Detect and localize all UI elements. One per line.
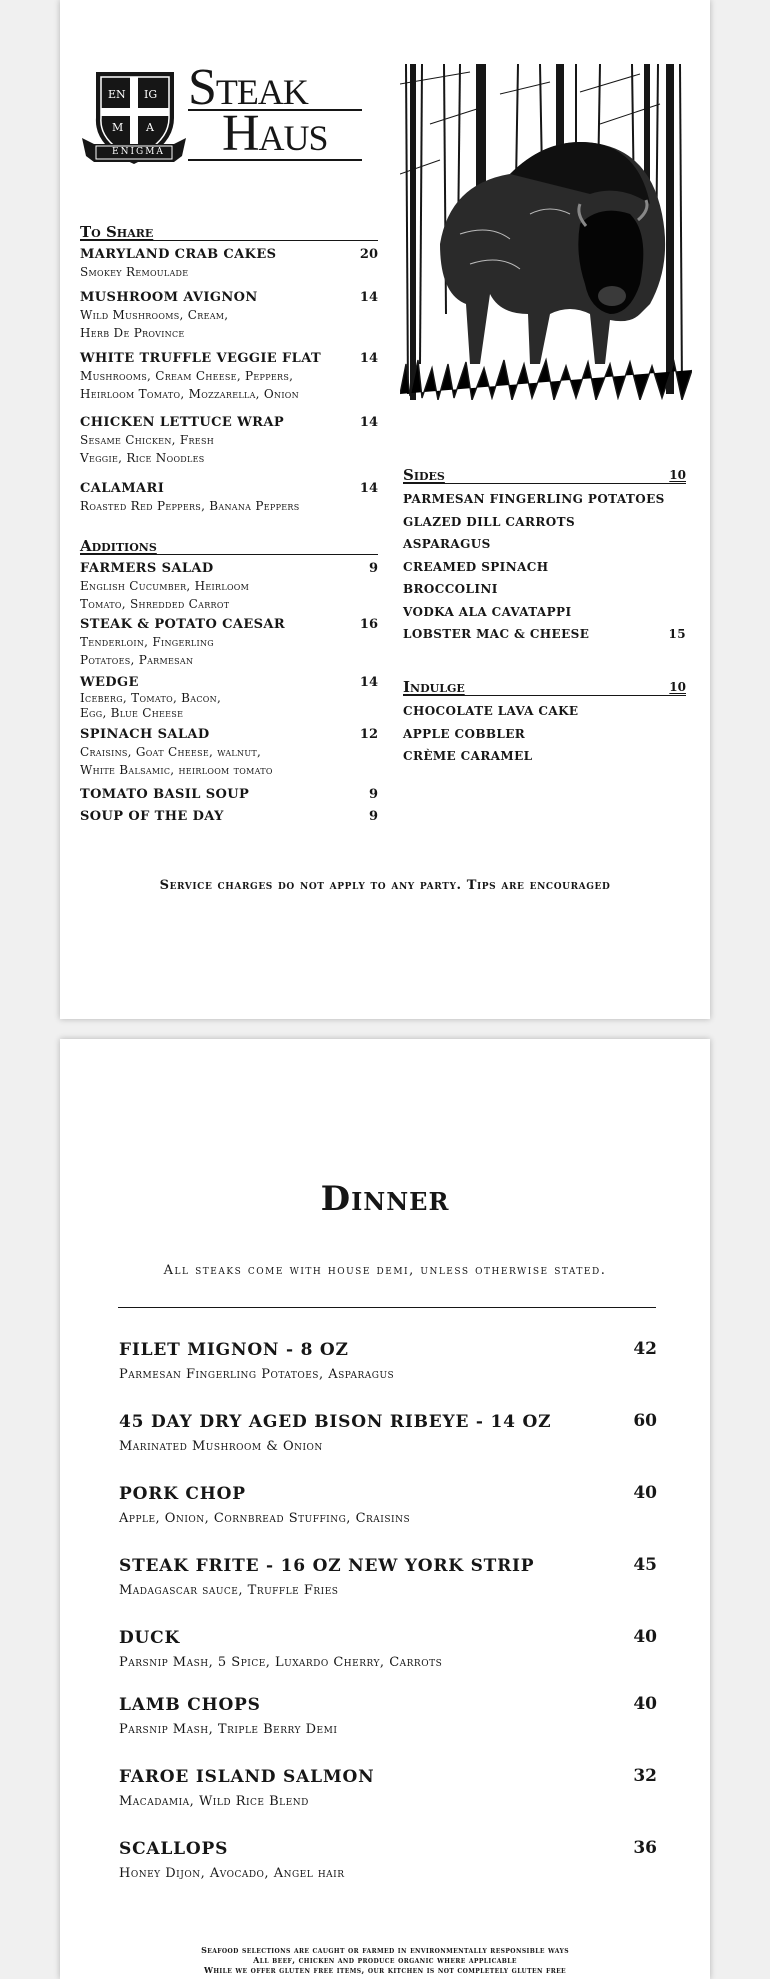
item-price: 60 <box>633 1411 657 1431</box>
item-price: 40 <box>633 1694 657 1714</box>
restaurant-name-word1: Steak <box>188 62 362 111</box>
item-price: 36 <box>633 1838 657 1858</box>
additions-section <box>80 537 378 825</box>
menu-item <box>80 415 378 467</box>
item-description: Heirloom Tomato, Mozzarella, Onion <box>80 387 299 401</box>
item-description: Tenderloin, Fingerling <box>80 635 214 649</box>
item-name: LAMB CHOPS <box>119 1695 261 1715</box>
item-name: SOUP OF THE DAY <box>80 809 224 824</box>
dinner-item <box>119 1838 657 1884</box>
footnote-line: While we offer gluten free items, our kitchen is not completely gluten free <box>203 1965 567 1975</box>
item-description: Mushrooms, Cream Cheese, Peppers, <box>80 369 294 383</box>
sides-price: 10 <box>669 468 686 482</box>
item-description: Herb De Province <box>80 326 185 340</box>
dinner-footnote <box>60 1945 710 1975</box>
item-name: DUCK <box>119 1628 181 1648</box>
side-item: VODKA ALA CAVATAPPI <box>403 604 572 619</box>
menu-item <box>80 290 378 342</box>
item-description: English Cucumber, Heirloom <box>80 579 250 593</box>
dinner-item <box>119 1766 657 1812</box>
item-description: Potatoes, Parmesan <box>80 653 194 667</box>
item-description: Craisins, Goat Cheese, walnut, <box>80 745 262 759</box>
item-name: FILET MIGNON - 8 OZ <box>119 1340 349 1360</box>
crest-letters-a: A <box>146 121 154 134</box>
item-description: Honey Dijon, Avocado, Angel hair <box>119 1866 345 1881</box>
dinner-subtitle: All steaks come with house demi, unless otherwise stated. <box>163 1263 607 1278</box>
item-name: MARYLAND CRAB CAKES <box>80 247 277 262</box>
item-description: Egg, Blue Cheese <box>80 706 184 720</box>
item-name: MUSHROOM AVIGNON <box>80 290 258 305</box>
dessert-item: CRÈME CARAMEL <box>403 749 533 763</box>
item-name: FARMERS SALAD <box>80 561 214 576</box>
item-price: 14 <box>359 481 378 496</box>
item-name: 45 DAY DRY AGED BISON RIBEYE - 14 OZ <box>119 1412 552 1432</box>
side-item: CREAMED SPINACH <box>403 559 549 574</box>
item-description: Sesame Chicken, Fresh <box>80 433 214 447</box>
restaurant-name <box>188 59 362 162</box>
menu-item <box>80 351 378 403</box>
item-description: Iceberg, Tomato, Bacon, <box>80 691 222 705</box>
item-price: 9 <box>368 787 378 802</box>
menu-item <box>80 787 378 803</box>
item-description: Macadamia, Wild Rice Blend <box>119 1794 309 1809</box>
item-price: 9 <box>368 561 378 576</box>
item-name: WHITE TRUFFLE VEGGIE FLAT <box>80 351 322 366</box>
item-price: 42 <box>633 1339 657 1359</box>
item-price: 14 <box>359 415 378 430</box>
crest-banner: ENIGMA <box>112 147 165 157</box>
crest-letters-en: EN <box>108 88 126 101</box>
dinner-item <box>119 1555 657 1601</box>
menu-item <box>80 617 378 669</box>
item-name: STEAK & POTATO CAESAR <box>80 617 286 632</box>
item-price: 16 <box>359 617 378 632</box>
to-share-section <box>80 223 378 515</box>
menu-page-starters <box>60 0 710 1019</box>
restaurant-name-word2: Haus <box>188 108 362 161</box>
indulge-title: Indulge 10 <box>403 678 686 696</box>
side-item: LOBSTER MAC & CHEESE 15 <box>403 623 686 646</box>
item-description: Madagascar sauce, Truffle Fries <box>119 1583 339 1598</box>
indulge-price: 10 <box>669 680 686 694</box>
item-description: Marinated Mushroom & Onion <box>119 1439 323 1454</box>
steak-haus-logo <box>82 59 362 172</box>
item-description: White Balsamic, heirloom tomato <box>80 763 273 777</box>
indulge-section <box>403 678 686 768</box>
footnote-line: Seafood selections are caught or farmed in environmentally responsible ways <box>201 1945 569 1955</box>
menu-item <box>80 809 378 825</box>
item-description: Wild Mushrooms, Cream, <box>80 308 229 322</box>
service-charge-notice: Service charges do not apply to any party. Tips are encouraged <box>159 878 611 893</box>
sides-section <box>403 466 686 646</box>
additions-title: Additions <box>80 537 378 555</box>
item-name: SPINACH SALAD <box>80 727 210 742</box>
item-price: 9 <box>368 809 378 824</box>
item-price: 14 <box>359 351 378 366</box>
item-description: Parsnip Mash, 5 Spice, Luxardo Cherry, Carrots <box>119 1655 443 1670</box>
menu-item <box>80 561 378 613</box>
enigma-crest-icon <box>82 66 186 170</box>
divider <box>118 1307 656 1308</box>
menu-page-dinner <box>60 1039 710 1979</box>
crest-letters-ig: IG <box>144 88 158 101</box>
item-price: 14 <box>359 290 378 305</box>
dinner-list <box>119 1339 657 1910</box>
item-description: Roasted Red Peppers, Banana Peppers <box>80 499 300 513</box>
menu-item <box>80 481 378 515</box>
item-price: 40 <box>633 1483 657 1503</box>
dinner-item <box>119 1483 657 1529</box>
side-item-price: 15 <box>668 627 686 641</box>
item-price: 45 <box>633 1555 657 1575</box>
dessert-item: CHOCOLATE LAVA CAKE <box>403 704 579 718</box>
menu-item <box>80 727 378 779</box>
bison-illustration <box>400 64 692 414</box>
side-item: BROCCOLINI <box>403 582 498 596</box>
dessert-item: APPLE COBBLER <box>403 726 526 741</box>
dinner-item <box>119 1339 657 1385</box>
side-item: ASPARAGUS <box>403 537 491 551</box>
dinner-item <box>119 1411 657 1457</box>
item-name: WEDGE <box>80 675 139 690</box>
item-price: 20 <box>359 247 378 262</box>
item-name: STEAK FRITE - 16 OZ NEW YORK STRIP <box>119 1556 535 1576</box>
item-description: Parmesan Fingerling Potatoes, Asparagus <box>119 1367 395 1382</box>
side-item: GLAZED DILL CARROTS <box>403 514 576 529</box>
item-price: 32 <box>633 1766 657 1786</box>
menu-item <box>80 247 378 281</box>
item-name: PORK CHOP <box>119 1484 246 1504</box>
item-description: Parsnip Mash, Triple Berry Demi <box>119 1722 338 1737</box>
to-share-title: To Share <box>80 223 378 241</box>
item-name: CALAMARI <box>80 481 165 496</box>
item-price: 40 <box>633 1627 657 1647</box>
dinner-title: Dinner <box>320 1179 450 1219</box>
side-item: PARMESAN FINGERLING POTATOES <box>403 492 665 506</box>
dinner-item <box>119 1627 657 1673</box>
item-description: Tomato, Shredded Carrot <box>80 597 230 611</box>
dinner-item <box>119 1694 657 1740</box>
item-name: TOMATO BASIL SOUP <box>80 787 250 802</box>
item-name: CHICKEN LETTUCE WRAP <box>80 415 284 430</box>
sides-title: Sides 10 <box>403 466 686 484</box>
item-description: Apple, Onion, Cornbread Stuffing, Craisins <box>119 1511 411 1526</box>
item-name: FAROE ISLAND SALMON <box>119 1767 375 1787</box>
menu-item <box>80 675 378 721</box>
footnote-line: All beef, chicken and produce organic where applicable <box>253 1955 517 1965</box>
item-description: Veggie, Rice Noodles <box>80 451 205 465</box>
item-price: 12 <box>359 727 378 742</box>
crest-letters-m: M <box>112 121 124 134</box>
item-description: Smokey Remoulade <box>80 265 189 279</box>
item-price: 14 <box>359 675 378 690</box>
item-name: SCALLOPS <box>119 1839 229 1859</box>
